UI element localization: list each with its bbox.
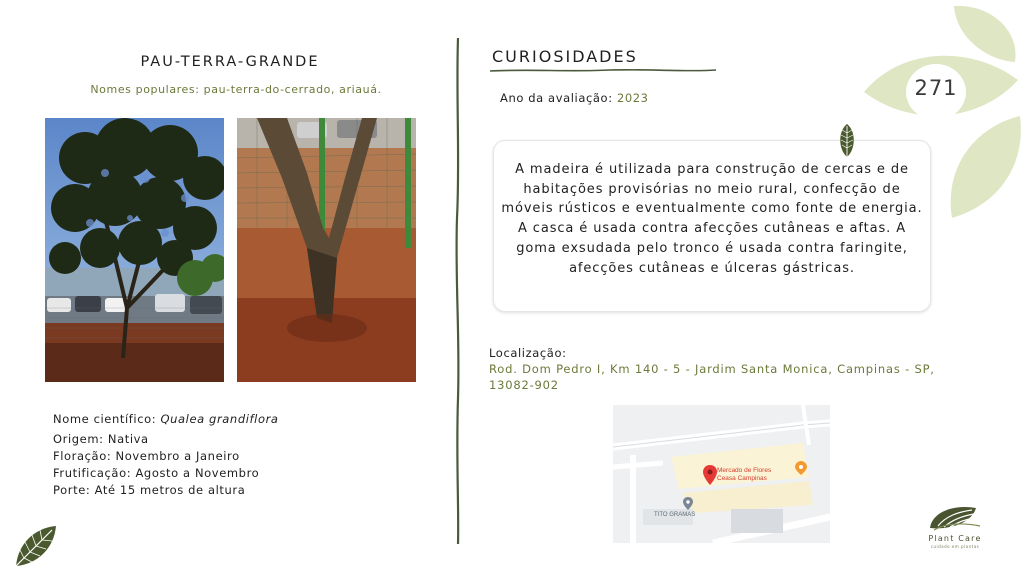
curiosities-title: CURIOSIDADES: [492, 47, 638, 66]
origin: Origem: Nativa: [53, 432, 149, 446]
map-place-line1: Mercado de Flores: [717, 467, 772, 474]
vertical-divider: [452, 38, 464, 544]
food-pin-icon[interactable]: [795, 461, 807, 475]
popular-names-label: Nomes populares:: [90, 83, 200, 96]
flowering: Floração: Novembro a Janeiro: [53, 449, 240, 463]
tree-photo: [45, 118, 224, 382]
leaf-icon: [836, 123, 858, 159]
scientific-name: [53, 412, 279, 426]
map-place-line2: Ceasa Campinas: [717, 475, 767, 482]
location-map[interactable]: [613, 405, 830, 543]
map-pin-icon[interactable]: [703, 465, 717, 485]
evaluation-year-value: 2023: [616, 91, 649, 105]
fruiting: Frutificação: Agosto a Novembro: [53, 466, 260, 480]
page-number: 271: [914, 76, 958, 100]
map-place-label: [717, 467, 771, 483]
leaf-decoration-icon: [12, 522, 60, 570]
logo-tagline: cuidado em plantas: [930, 544, 980, 549]
scientific-name-label: Nome científico:: [53, 412, 157, 426]
popular-names: [40, 83, 432, 96]
size: Porte: Até 15 metros de altura: [53, 483, 246, 497]
map-nearby-label: TITO GRAMAS: [654, 512, 696, 518]
gray-pin-icon[interactable]: [683, 497, 693, 510]
location-address: Rod. Dom Pedro I, Km 140 - 5 - Jardim Santa Monica, Campinas - SP, 13082-902: [489, 362, 935, 392]
scientific-name-value: Qualea grandiflora: [160, 412, 279, 426]
description-text: A madeira é utilizada para construção de cercas e de habitações provisórias no meio rural, confecção de móveis rústicos e eventualmente como fonte de energia. A casca é usada contra afecções cutâneas e aftas. A goma exsudada pelo tronco é usada contra faringite, afecções cutâneas e úlceras gástricas.: [501, 162, 923, 276]
trunk-photo: [237, 118, 416, 382]
popular-names-value: pau-terra-do-cerrado, ariauá.: [203, 83, 382, 96]
evaluation-year-label: Ano da avaliação:: [500, 91, 613, 105]
title-underline: [490, 67, 716, 75]
logo-name: Plant Care: [928, 534, 982, 543]
location-label: Localização:: [489, 346, 567, 360]
plant-title: PAU-TERRA-GRANDE: [140, 54, 320, 70]
evaluation-year: [500, 91, 649, 105]
